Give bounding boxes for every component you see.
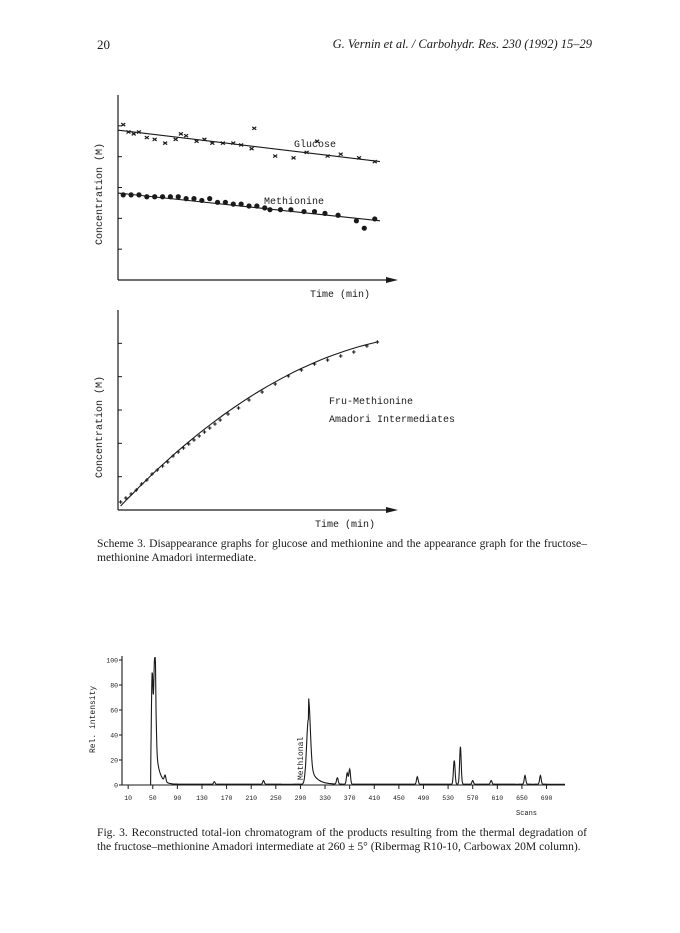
top-ylabel: Concentration (M)	[95, 142, 106, 245]
methionine-label: Methionine	[264, 197, 325, 208]
x-tick-label: 450	[393, 795, 405, 802]
y-tick-label: 80	[110, 682, 118, 690]
chromatogram-axes	[122, 656, 565, 785]
y-tick-label: 20	[110, 757, 118, 765]
x-tick-label: 90	[173, 795, 182, 802]
bottom-ylabel: Concentration (M)	[95, 375, 106, 478]
y-tick-label: 60	[110, 707, 118, 715]
top-xlabel: Time (min)	[310, 290, 371, 301]
amadori-label-line1: Fru-Methionine	[329, 397, 414, 408]
chromatogram-x-ticks	[124, 785, 552, 802]
x-tick-label: 170	[220, 795, 233, 802]
bottom-xlabel: Time (min)	[315, 520, 376, 531]
x-tick-label: 610	[491, 795, 504, 802]
x-tick-label: 490	[417, 795, 430, 802]
chromatogram-trace	[150, 658, 565, 786]
y-tick-label: 100	[106, 657, 118, 665]
glucose-label: Glucose	[294, 140, 337, 151]
x-tick-label: 130	[196, 795, 208, 802]
x-tick-label: 650	[516, 795, 528, 802]
figure3-caption: Fig. 3. Reconstructed total-ion chromatogram of the products resulting from the thermal degradation of the fructose–methionine Amadori intermediate at 260 ± 5° (Ribermag R10-10, Carbowax 20M column).	[97, 826, 587, 853]
x-tick-label: 290	[294, 795, 307, 802]
x-tick-label: 10	[124, 795, 133, 802]
x-tick-label: 530	[442, 795, 454, 802]
x-tick-label: 50	[148, 795, 157, 802]
x-tick-label: 210	[245, 795, 258, 802]
scheme3-caption: Scheme 3. Disappearance graphs for glucose and methionine and the appearance graph for the fructose–methionine Amadori intermediate.	[97, 537, 587, 564]
methional-label: Methional	[297, 736, 306, 780]
x-tick-label: 570	[466, 795, 479, 802]
running-head: G. Vernin et al. / Carbohydr. Res. 230 (1992) 15–29	[332, 37, 592, 51]
y-tick-label: 40	[110, 732, 118, 740]
chromatogram-xlabel: Scans	[516, 810, 538, 818]
x-tick-label: 410	[368, 795, 381, 802]
chromatogram-y-ticks	[106, 658, 122, 790]
amadori-label-line2: Amadori Intermediates	[329, 415, 456, 426]
page-number: 20	[97, 37, 110, 52]
x-tick-label: 250	[269, 795, 282, 802]
x-tick-label: 370	[343, 795, 356, 802]
x-tick-label: 330	[319, 795, 331, 802]
chromatogram-ylabel: Rel. intensity	[89, 685, 98, 753]
y-tick-label: 0	[114, 782, 118, 790]
x-tick-label: 690	[540, 795, 553, 802]
